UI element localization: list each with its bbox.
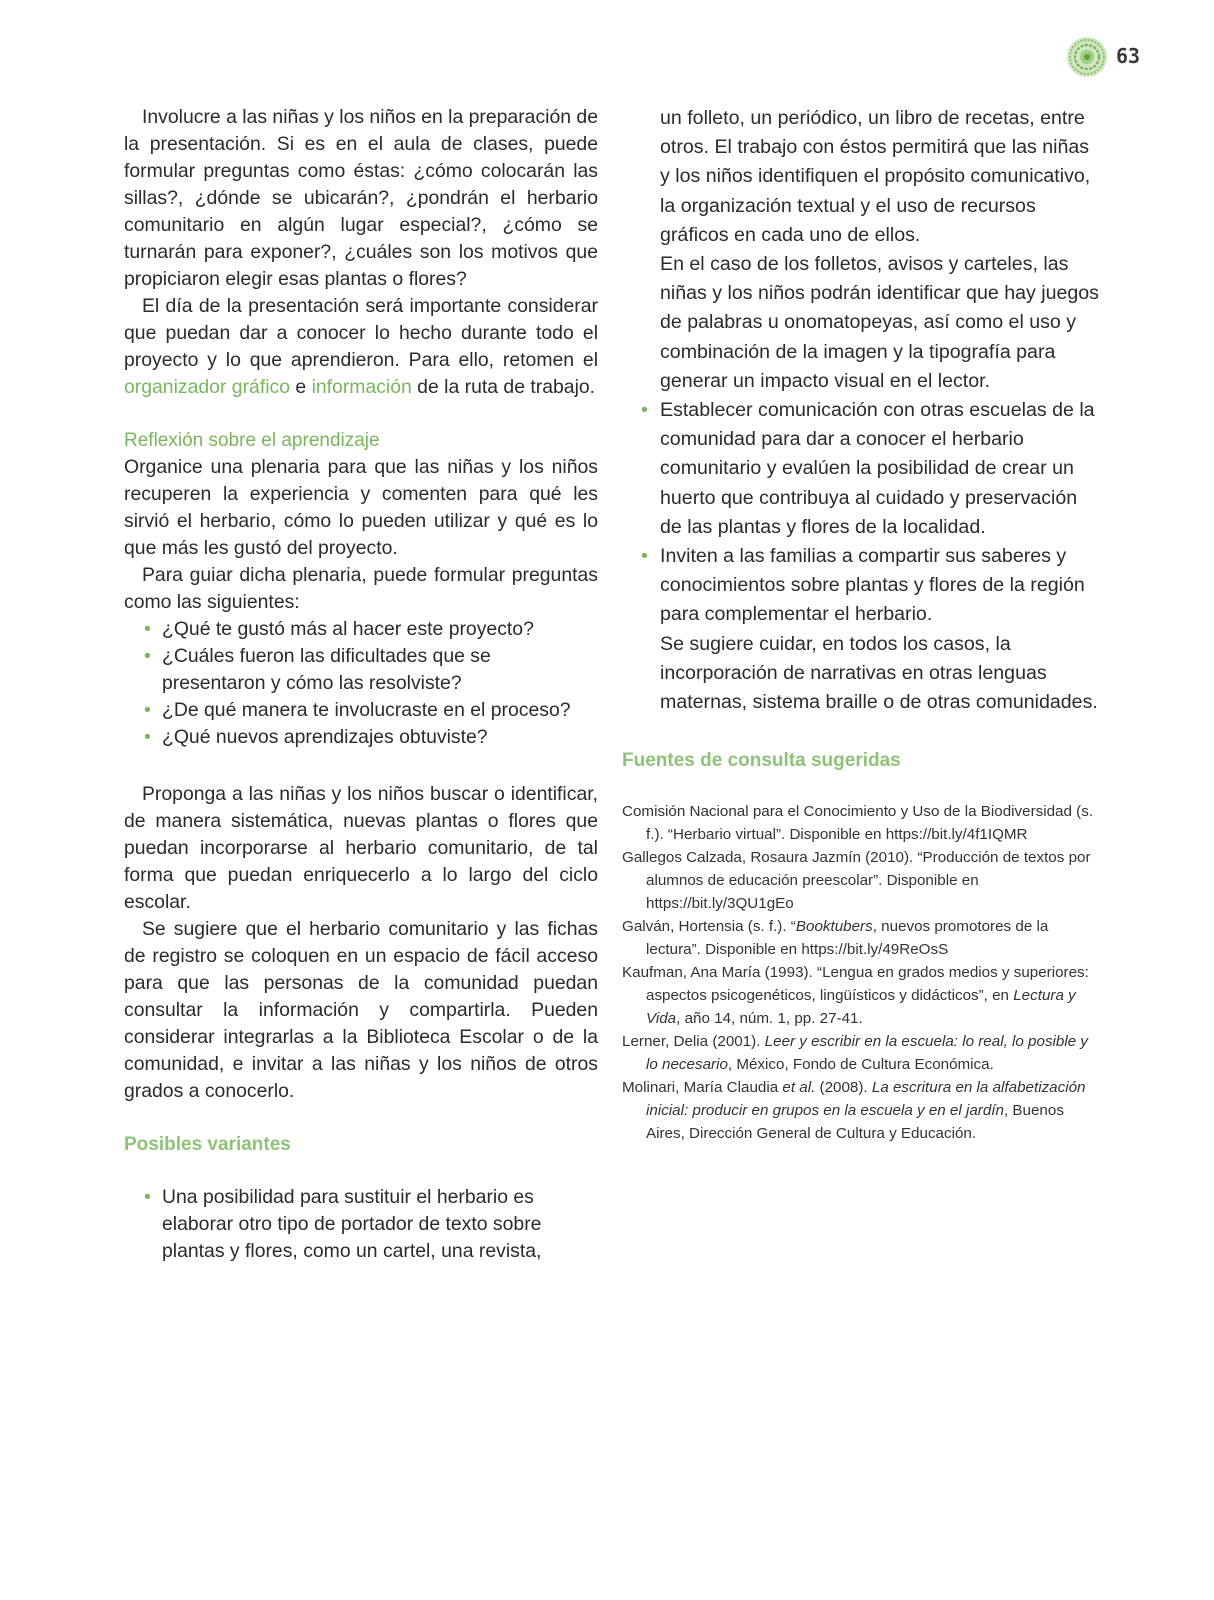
list-item-text: Inviten a las familias a compartir sus saberes y conocimientos sobre plantas y flores de la región para complementar el herbario.: [660, 545, 1085, 626]
text: , Buenos Aires, Dirección General de Cultura y Educación.: [646, 1102, 1064, 1143]
reference-item: Comisión Nacional para el Conocimiento y Uso de la Biodiversidad (s. f.). “Herbario virtual”. Disponible en https://bit.ly/4f1IQMR: [622, 803, 1094, 844]
italic-text: Booktubers: [795, 918, 873, 936]
bullet-icon: •: [641, 399, 648, 422]
list-item: [124, 697, 598, 724]
list-item: [622, 542, 1102, 630]
variants-list-continued: [622, 396, 1102, 630]
text: Lerner, Delia (2001).: [622, 1033, 765, 1051]
paragraph-folletos: En el caso de los folletos, avisos y carteles, las niñas y los niños podrán identificar que hay juegos de palabras u onomatopeyas, así como el uso y combinación de la imagen y la tipografía para generar un impacto visual en el lector.: [660, 253, 1099, 392]
bullet-icon: •: [144, 618, 151, 640]
paragraph-preparation: Involucre a las niñas y los niños en la preparación de la presentación. Si es en el aula de clases, puede formular preguntas como éstas: ¿cómo colocarán las sillas?, ¿dónde se ubicarán?, ¿pondrán el herbario comunitario en algún lugar especial?, ¿cómo se turnarán para exponer?, ¿cuáles son los motivos que propiciaron elegir esas plantas o flores?: [124, 106, 598, 290]
bullet-icon: •: [144, 726, 151, 748]
page-number: 63: [1116, 44, 1141, 68]
list-item: [124, 616, 598, 643]
bullet-icon: •: [144, 1186, 151, 1208]
list-item: [124, 1184, 598, 1265]
paragraph-presentation: [124, 293, 598, 401]
left-column: [124, 104, 598, 1265]
reference-item: [622, 1076, 1102, 1145]
text: de la ruta de trabajo.: [411, 376, 596, 398]
reference-item: [622, 1030, 1102, 1076]
italic-text: Lectura y Vida: [646, 987, 1076, 1028]
list-item-text: ¿Qué te gustó más al hacer este proyecto?: [162, 618, 534, 640]
list-item: [124, 643, 598, 697]
paragraph-continuation: un folleto, un periódico, un libro de recetas, entre otros. El trabajo con éstos permitirá que las niñas y los niños identifiquen el propósito comunicativo, la organización textual y el uso de recursos gráficos en cada uno de ellos.: [660, 107, 1091, 246]
list-item-text: Establecer comunicación con otras escuelas de la comunidad para dar a conocer el herbario comunitario y evalúen la posibilidad de crear un huerto que contribuya al cuidado y preservación de las plantas y flores de la localidad.: [660, 399, 1095, 538]
right-column: [622, 104, 1102, 1145]
text: Kaufman, Ana María (1993). “Lengua en grados medios y superiores: aspectos psicogenéticos, lingüísticos y didácticos”, en: [622, 964, 1089, 1005]
text: (2008).: [815, 1079, 872, 1097]
list-item-text: ¿Qué nuevos aprendizajes obtuviste?: [162, 726, 488, 748]
references-list: [622, 800, 1102, 1145]
reference-item: [622, 961, 1102, 1030]
questions-list: [124, 616, 598, 751]
list-item: [622, 396, 1102, 542]
page-header: [1066, 36, 1166, 80]
paragraph-note: Se sugiere cuidar, en todos los casos, la incorporación de narrativas en otras lenguas maternas, sistema braille o de otras comunidades.: [660, 632, 1098, 714]
paragraph-proponga: Proponga a las niñas y los niños buscar o identificar, de manera sistemática, nuevas plantas o flores que puedan incorporarse al herbario comunitario, de tal forma que puedan enriquecerlo a lo largo del ciclo escolar.: [124, 783, 598, 913]
paragraph-plenaria: Organice una plenaria para que las niñas y los niños recuperen la experiencia y comenten para qué les sirvió el herbario, cómo lo pueden utilizar y qué es lo que más les gustó del proyecto.: [124, 456, 598, 559]
link-informacion[interactable]: información: [311, 376, 412, 398]
text: e: [290, 376, 312, 398]
text: Galván, Hortensia (s. f.). “: [622, 918, 796, 936]
list-item-text: ¿Cuáles fueron las dificultades que se presentaron y cómo las resolviste?: [162, 645, 491, 694]
green-circular-seal-icon: [1066, 36, 1108, 78]
heading-fuentes: Fuentes de consulta sugeridas: [622, 750, 901, 772]
reference-item: Gallegos Calzada, Rosaura Jazmín (2010). “Producción de textos por alumnos de educación preescolar”. Disponible en https://bit.ly/3QU1gEo: [622, 849, 1091, 913]
bullet-icon: •: [641, 545, 648, 568]
bullet-icon: •: [144, 699, 151, 721]
text: , México, Fondo de Cultura Económica.: [727, 1056, 994, 1074]
list-item-text: ¿De qué manera te involucraste en el proceso?: [162, 699, 571, 721]
list-item: [124, 724, 598, 751]
italic-text: et al.: [782, 1079, 816, 1097]
list-item-text: Una posibilidad para sustituir el herbario es elaborar otro tipo de portador de texto sobre plantas y flores, como un cartel, una revista,: [162, 1186, 542, 1262]
paragraph-guiar: Para guiar dicha plenaria, puede formular preguntas como las siguientes:: [124, 564, 598, 613]
variants-list: [124, 1184, 598, 1265]
text: , nuevos promotores de la lectura”. Disponible en https://bit.ly/49ReOsS: [646, 918, 1049, 959]
paragraph-sugiere: Se sugiere que el herbario comunitario y las fichas de registro se coloquen en un espacio de fácil acceso para que las personas de la comunidad puedan consultar la información y compartirla. Pueden considerar integrarlas a la Biblioteca Escolar o de la comunidad, e invitar a las niñas y los niños de otros grados a conocerlo.: [124, 918, 598, 1102]
heading-variantes: Posibles variantes: [124, 1134, 291, 1155]
text: El día de la presentación será importante considerar que puedan dar a conocer lo hecho durante todo el proyecto y lo que aprendieron. Para ello, retomen el: [124, 295, 598, 371]
italic-text: Leer y escribir en la escuela: lo real, lo posible y lo necesario: [646, 1033, 1088, 1074]
bullet-icon: •: [144, 645, 151, 667]
text: Molinari, María Claudia: [622, 1079, 783, 1097]
reference-item: [622, 915, 1102, 961]
italic-text: La escritura en la alfabetización inicial: producir en grupos en la escuela y en el jardín: [646, 1079, 1086, 1120]
heading-reflexion: Reflexión sobre el aprendizaje: [124, 430, 380, 451]
text: , año 14, núm. 1, pp. 27-41.: [676, 1010, 863, 1028]
link-organizador-grafico[interactable]: organizador gráfico: [124, 376, 290, 398]
